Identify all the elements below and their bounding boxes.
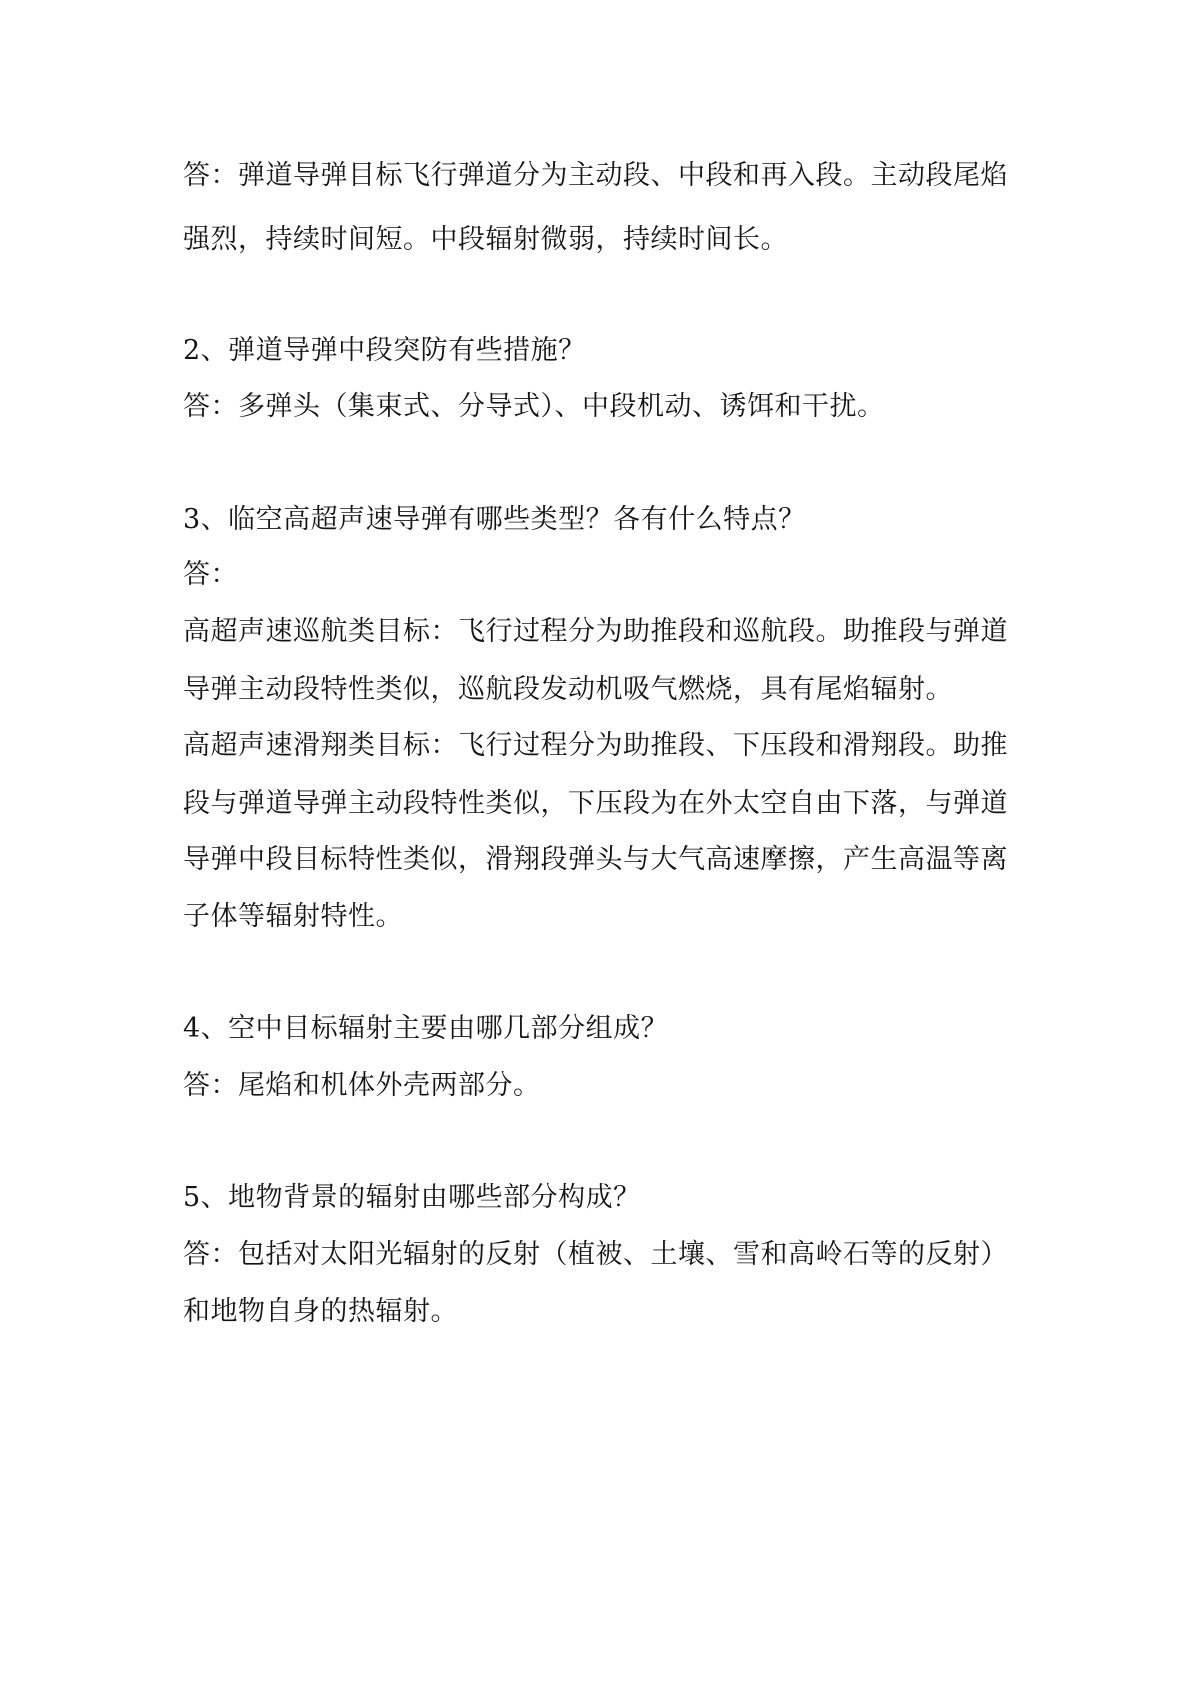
question-3: 3、临空高超声速导弹有哪些类型？各有什么特点？ [183, 504, 806, 535]
answer-line: 答：包括对太阳光辐射的反射（植被、土壤、雪和高岭石等的反射） [183, 1239, 1008, 1270]
answer-line: 高超声速滑翔类目标：飞行过程分为助推段、下压段和滑翔段。助推 [183, 730, 1008, 761]
answer-line: 答：尾焰和机体外壳两部分。 [183, 1070, 541, 1101]
answer-line: 子体等辐射特性。 [183, 901, 403, 932]
answer-line: 答：多弹头（集束式、分导式）、中段机动、诱饵和干扰。 [183, 391, 885, 422]
answer-line: 段与弹道导弹主动段特性类似，下压段为在外太空自由下落，与弹道 [183, 788, 1008, 819]
answer-line: 和地物自身的热辐射。 [183, 1296, 458, 1327]
question-5: 5、地物背景的辐射由哪些部分构成？ [183, 1182, 641, 1213]
question-4: 4、空中目标辐射主要由哪几部分组成？ [183, 1013, 669, 1044]
answer-line: 导弹主动段特性类似，巡航段发动机吸气燃烧，具有尾焰辐射。 [183, 674, 953, 705]
answer-line: 答： [183, 559, 238, 590]
answer-line: 导弹中段目标特性类似，滑翔段弹头与大气高速摩擦，产生高温等离 [183, 844, 1008, 875]
answer-line: 高超声速巡航类目标：飞行过程分为助推段和巡航段。助推段与弹道 [183, 616, 1008, 647]
question-2: 2、弹道导弹中段突防有些措施？ [183, 335, 586, 366]
answer-line: 强烈，持续时间短。中段辐射微弱，持续时间长。 [183, 224, 788, 255]
answer-line: 答：弹道导弹目标飞行弹道分为主动段、中段和再入段。主动段尾焰 [183, 160, 1008, 191]
